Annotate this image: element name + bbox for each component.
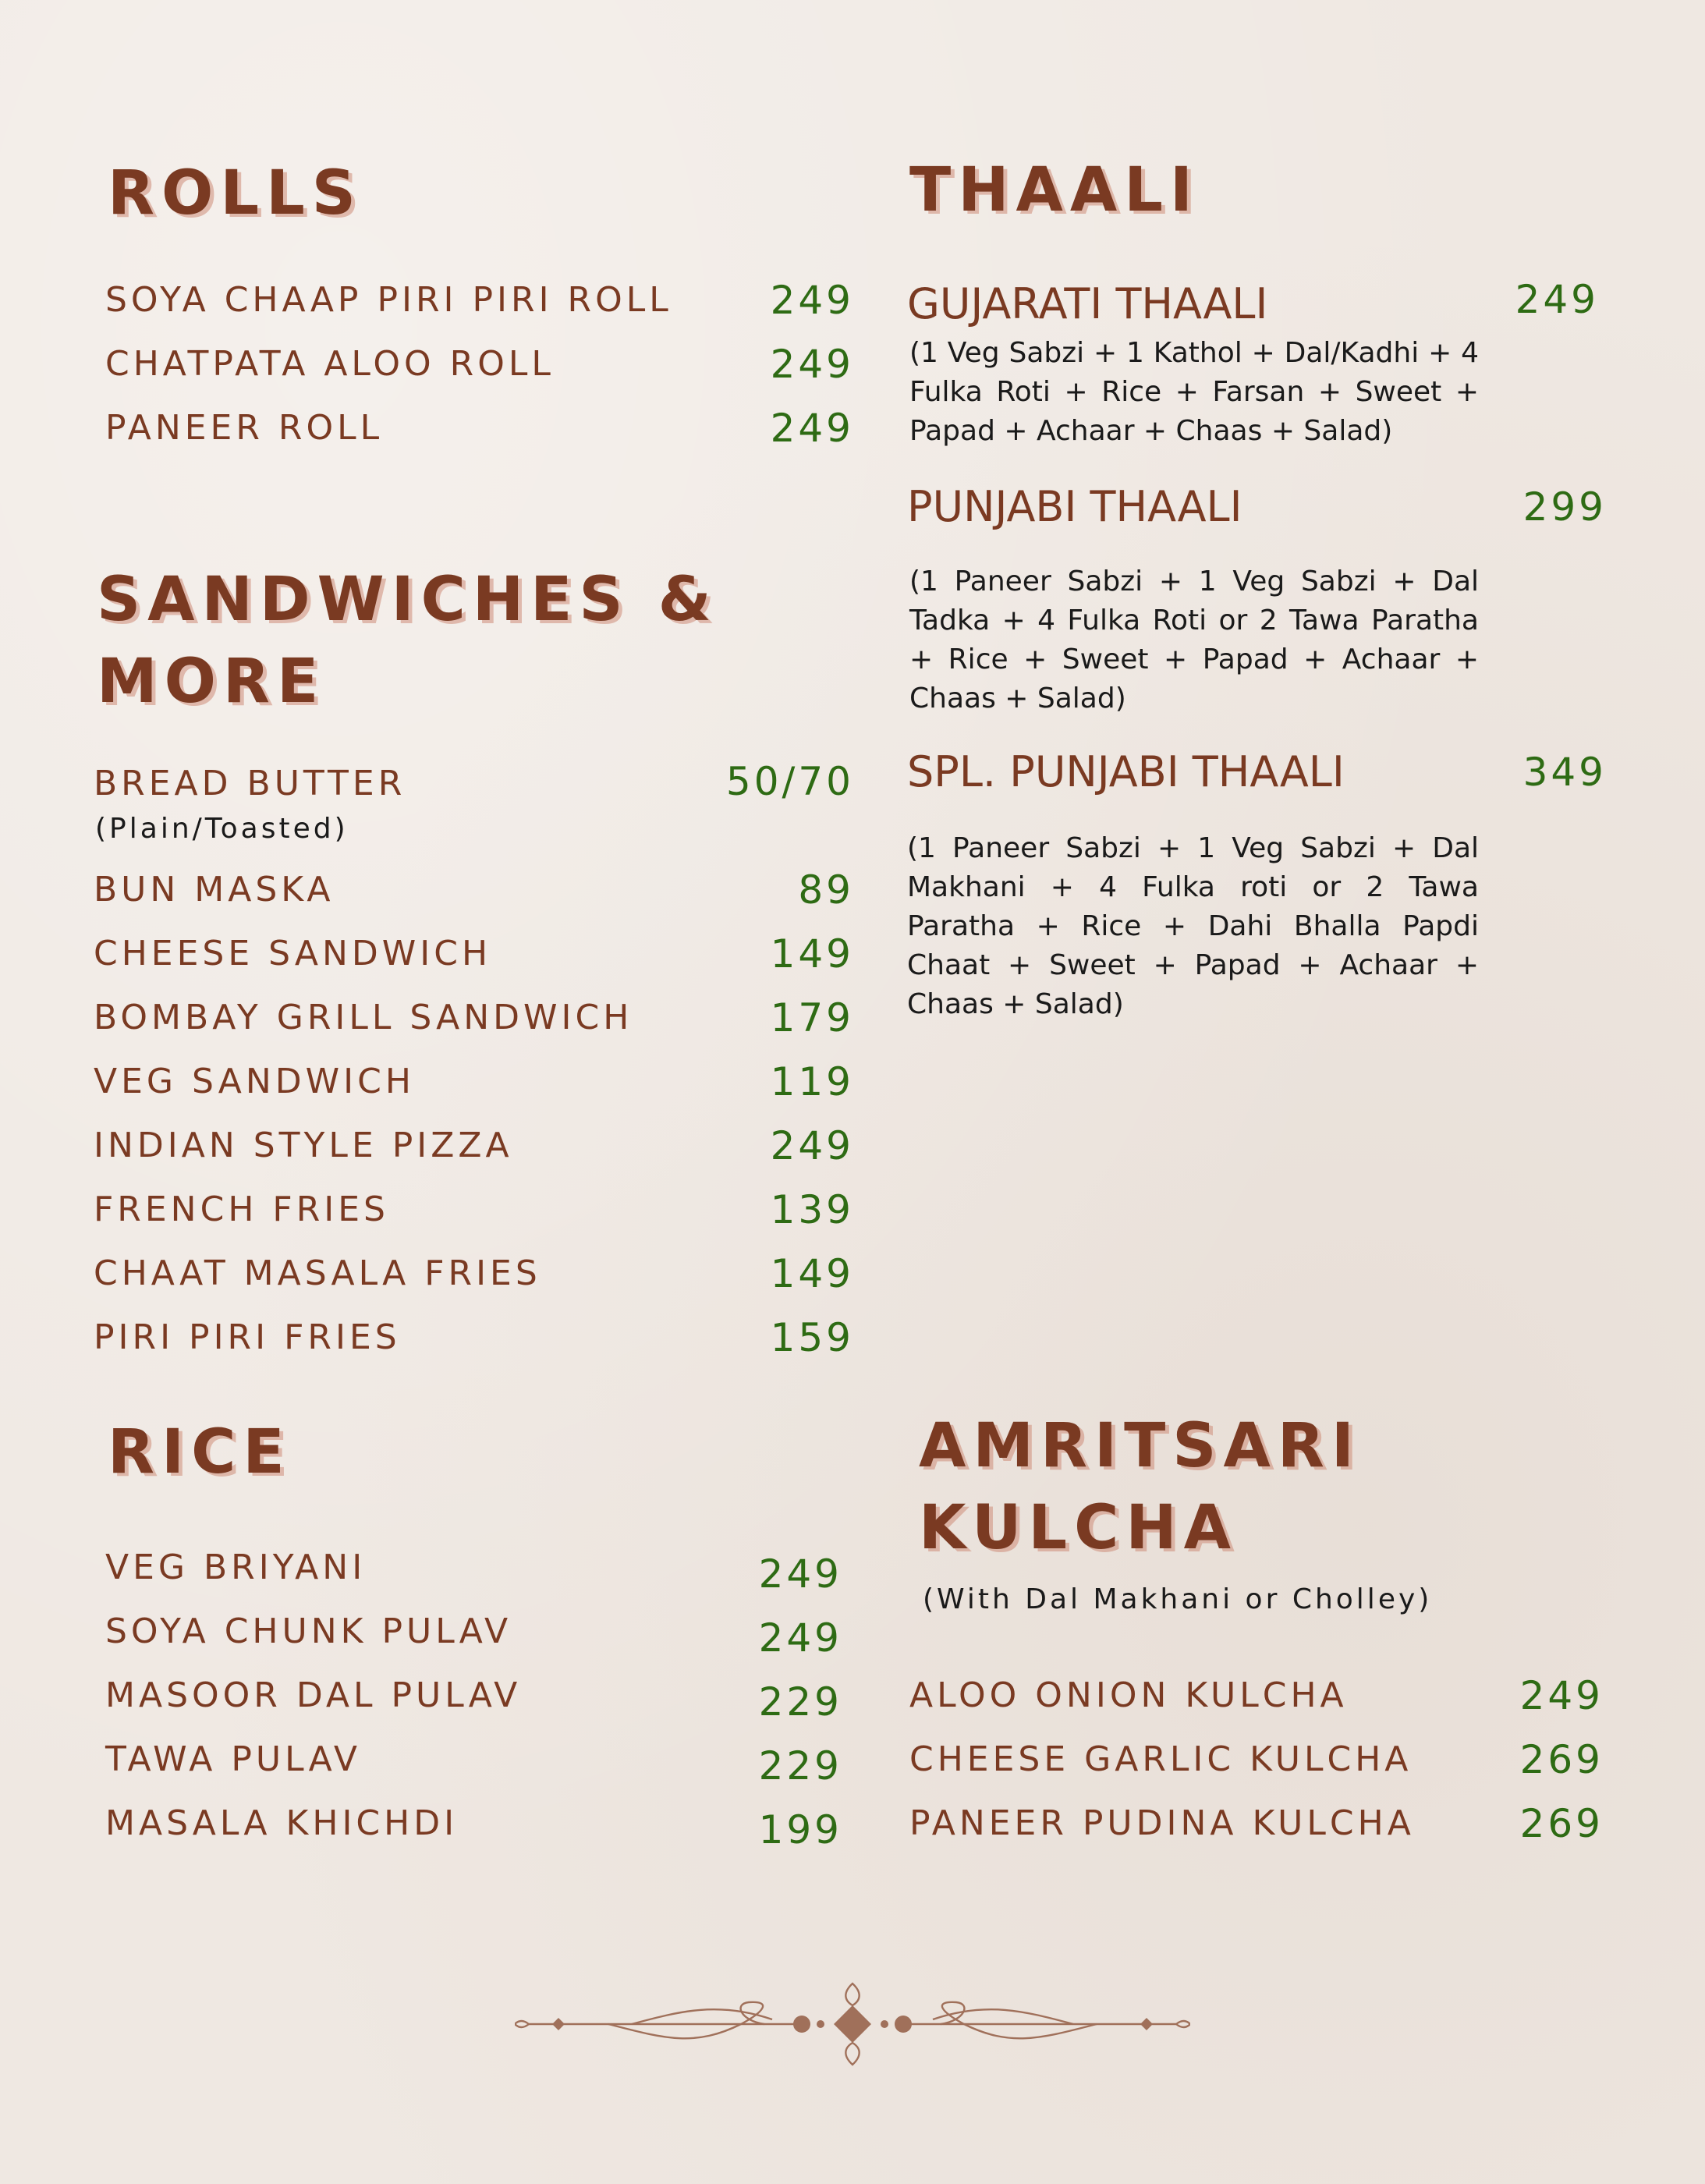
kulcha-subtitle: (With Dal Makhani or Cholley) <box>923 1583 1433 1615</box>
menu-item-price: 249 <box>770 342 854 387</box>
menu-item-price: 159 <box>770 1315 854 1360</box>
menu-item-price: 199 <box>758 1807 842 1852</box>
thaali-item-price: 249 <box>1515 277 1599 322</box>
menu-item-price: 119 <box>770 1059 854 1104</box>
thaali-item-price: 299 <box>1522 484 1607 530</box>
thaali-item-description: (1 Paneer Sabzi + 1 Veg Sabzi + Dal Tadka + 4 Fulka Roti or 2 Tawa Paratha + Rice + Sweet + Papad + Achaar + Chaas + Salad) <box>909 566 1479 714</box>
menu-item-price: 249 <box>770 278 854 323</box>
menu-item-price: 149 <box>770 1251 854 1296</box>
menu-item-name: CHATPATA ALOO ROLL <box>105 344 555 384</box>
section-title-sandwiches: SANDWICHES & <box>97 565 718 635</box>
section-title-thaali: THAALI <box>909 155 1200 225</box>
menu-item-name: CHEESE GARLIC KULCHA <box>909 1739 1413 1779</box>
menu-item-price: 249 <box>758 1615 842 1661</box>
menu-item-name: MASALA KHICHDI <box>105 1803 459 1843</box>
section-title-sandwiches-line2: MORE <box>97 647 326 717</box>
menu-item-price: 89 <box>798 867 854 913</box>
menu-item-name: SOYA CHAAP PIRI PIRI ROLL <box>105 280 672 320</box>
menu-item-note: (Plain/Toasted) <box>95 813 349 845</box>
thaali-item-price: 349 <box>1522 750 1607 795</box>
section-title-rice: RICE <box>108 1417 292 1487</box>
menu-item-price: 249 <box>758 1551 842 1597</box>
menu-item-name: BOMBAY GRILL SANDWICH <box>94 998 633 1037</box>
menu-item-name: MASOOR DAL PULAV <box>105 1675 522 1715</box>
menu-item-price: 139 <box>770 1187 854 1232</box>
menu-item-name: CHAAT MASALA FRIES <box>94 1253 541 1293</box>
menu-item-price: 249 <box>770 1123 854 1168</box>
menu-item-price: 249 <box>770 406 854 451</box>
menu-item-name: TAWA PULAV <box>105 1739 361 1779</box>
divider-flourish-icon <box>515 1977 1190 2071</box>
menu-item-name: ALOO ONION KULCHA <box>909 1675 1348 1715</box>
thaali-item-name: SPL. PUNJABI THAALI <box>907 747 1345 796</box>
menu-item-price: 229 <box>758 1743 842 1789</box>
menu-item-name: BREAD BUTTER <box>94 764 406 803</box>
menu-item-name: PANEER PUDINA KULCHA <box>909 1803 1415 1843</box>
menu-item-name: VEG SANDWICH <box>94 1062 415 1101</box>
menu-item-price: 50/70 <box>725 759 854 804</box>
menu-item-price: 179 <box>770 995 854 1041</box>
menu-item-price: 269 <box>1519 1801 1604 1846</box>
menu-item-name: INDIAN STYLE PIZZA <box>94 1126 513 1165</box>
menu-item-price: 269 <box>1519 1737 1604 1782</box>
menu-item-name: VEG BRIYANI <box>105 1548 367 1587</box>
menu-item-price: 149 <box>770 931 854 977</box>
thaali-item-description: (1 Paneer Sabzi + 1 Veg Sabzi + Dal Makhani + 4 Fulka roti or 2 Tawa Paratha + Rice + Dahi Bhalla Papdi Chaat + Sweet + Papad + Achaar + Chaas + Salad) <box>907 832 1479 1020</box>
thaali-item-name: GUJARATI THAALI <box>907 279 1268 328</box>
section-title-rolls: ROLLS <box>108 158 363 229</box>
section-title-kulcha-line2: KULCHA <box>919 1493 1238 1563</box>
menu-item-name: FRENCH FRIES <box>94 1190 389 1229</box>
menu-item-name: PANEER ROLL <box>105 408 384 448</box>
menu-item-name: PIRI PIRI FRIES <box>94 1317 401 1357</box>
thaali-item-name: PUNJABI THAALI <box>907 482 1242 531</box>
thaali-item-description: (1 Veg Sabzi + 1 Kathol + Dal/Kadhi + 4 Fulka Roti + Rice + Farsan + Sweet + Papad + Achaar + Chaas + Salad) <box>909 337 1479 447</box>
menu-item-price: 229 <box>758 1679 842 1725</box>
menu-item-name: CHEESE SANDWICH <box>94 934 492 973</box>
menu-item-name: BUN MASKA <box>94 870 335 909</box>
menu-item-price: 249 <box>1519 1673 1604 1718</box>
menu-item-name: SOYA CHUNK PULAV <box>105 1611 512 1651</box>
section-title-kulcha: AMRITSARI <box>919 1411 1361 1481</box>
